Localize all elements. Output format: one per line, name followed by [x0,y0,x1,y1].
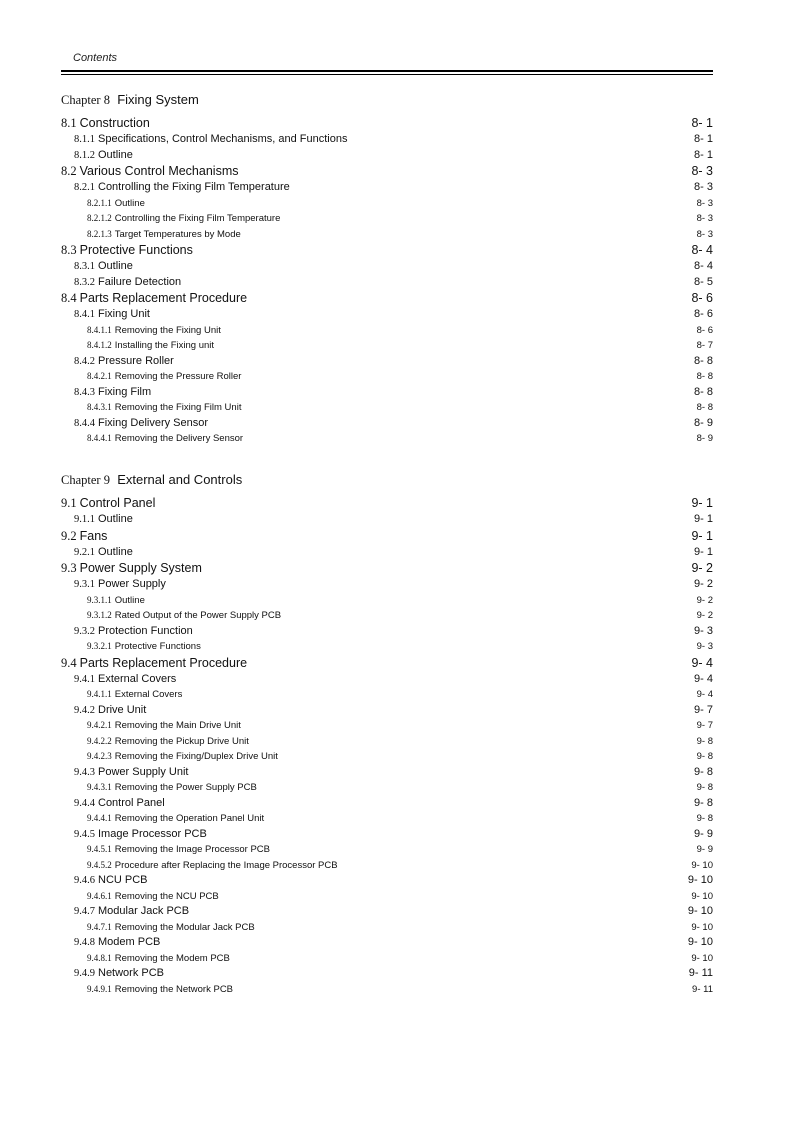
section-title: Removing the Image Processor PCB [114,844,270,855]
section-number: 9.4.4.1 [87,813,112,823]
section-title: Power Supply System [79,561,202,575]
toc-entry-link[interactable] [61,608,713,624]
toc-entry-link[interactable] [61,275,713,291]
section-number: 9.2 [61,528,77,543]
toc-entry-link[interactable] [61,560,713,577]
page-number: 9- 7 [696,720,713,731]
toc-entry-link[interactable] [61,354,713,370]
chapter-number: Chapter 9 [61,473,110,487]
toc-entry-link[interactable] [61,703,713,719]
section-title: Drive Unit [98,703,147,716]
toc-entry-list [61,115,713,447]
section-number: 9.4.6 [74,875,95,886]
section-number: 9.1 [61,496,77,510]
page-number: 9- 11 [692,983,713,995]
section-number: 8.4.3.1 [87,402,112,412]
section-number: 9.2.1 [74,546,95,558]
section-title: Protective Functions [79,243,193,257]
section-number: 9.3.2.1 [87,641,112,651]
chapter-8-section [61,89,713,447]
section-number: 8.4.1.2 [87,340,112,350]
toc-entry-link[interactable] [61,749,713,765]
toc-entry-link[interactable] [61,431,713,447]
page-number: 8- 9 [694,416,713,429]
page-number: 9- 2 [694,578,713,590]
page-number: 9- 8 [694,796,713,809]
section-title: Various Control Mechanisms [79,164,239,178]
section-number: 8.3.2 [74,276,95,288]
toc-entry-link[interactable] [61,211,713,227]
section-number: 8.4 [61,291,77,305]
page-number: 9- 3 [694,624,713,637]
section-number: 9.4.6.1 [87,890,112,901]
header-rule-thick [61,70,713,72]
section-title: Removing the Main Drive Unit [114,720,241,731]
section-number: 9.4.5.2 [87,859,112,870]
toc-entry-link[interactable] [61,115,713,132]
section-number: 8.4.2 [74,355,95,367]
section-number: 9.4.5 [74,828,95,840]
page-number: 9- 10 [687,905,713,917]
page-number: 8- 8 [696,402,713,413]
section-number: 9.1.1 [74,514,95,525]
toc-entry-link[interactable] [61,687,713,703]
running-header: Contents [73,52,118,64]
toc-entry-link[interactable] [61,369,713,385]
toc-entry-link[interactable] [61,920,713,936]
section-title: Network PCB [98,967,165,979]
toc-entry-link[interactable] [61,951,713,967]
section-title: Fans [79,528,108,543]
page-number: 9- 10 [691,921,713,933]
section-number: 8.4.4 [74,417,95,429]
chapter-title: External and Controls [117,472,243,487]
section-title: Protection Function [98,624,193,637]
section-title: Removing the Network PCB [114,983,234,995]
section-number: 8.3.1 [74,261,95,272]
page-number: 9- 4 [696,689,713,700]
toc-entry-link[interactable] [61,259,713,275]
toc-entry-link[interactable] [61,400,713,416]
section-number: 8.4.1 [74,309,95,320]
toc-entry-link[interactable] [61,904,713,920]
section-number: 8.2.1.2 [87,213,112,223]
toc-entry-link[interactable] [61,242,713,259]
toc-entry-link[interactable] [61,935,713,951]
page-number: 8- 3 [691,164,713,178]
section-title: Failure Detection [98,275,182,288]
section-number: 9.4.1 [74,673,95,685]
page-number: 8- 1 [694,133,713,145]
page-number: 8- 6 [691,291,713,305]
section-number: 9.3 [61,561,77,575]
section-number: 8.2 [61,164,77,178]
toc-entry-link[interactable] [61,624,713,640]
page-number: 9- 7 [694,703,713,716]
toc-entry-link[interactable] [61,734,713,750]
toc-entry-link[interactable] [61,196,713,212]
section-title: Parts Replacement Procedure [79,655,248,670]
page-number: 9- 1 [694,513,713,525]
section-title: Pressure Roller [98,354,174,367]
toc-entry-link[interactable] [61,765,713,781]
section-title: Outline [98,260,133,272]
section-title: Power Supply Unit [98,765,189,778]
page-number: 9- 4 [691,655,713,670]
section-title: Control Panel [98,796,165,809]
section-number: 8.3 [61,243,77,257]
page-number: 9- 3 [696,641,713,652]
page-number: 9- 10 [691,890,713,902]
toc-entry-link[interactable] [61,811,713,827]
toc-entry-link[interactable] [61,545,713,561]
toc-entry-link[interactable] [61,780,713,796]
section-title: Removing the Fixing Film Unit [114,402,242,413]
section-title: Removing the NCU PCB [114,890,219,902]
page-number: 9- 8 [696,735,713,747]
page-number: 9- 11 [688,967,713,979]
section-title: Outline [98,148,133,161]
section-title: Removing the Modem PCB [114,952,230,964]
section-number: 8.1 [61,116,77,130]
toc-entry-link[interactable] [61,672,713,688]
section-title: Outline [98,545,133,558]
section-number: 9.4.9.1 [87,983,112,994]
section-number: 8.4.2.1 [87,371,112,381]
toc-entry-link[interactable] [61,858,713,874]
toc-entry-link[interactable] [61,323,713,339]
section-number: 9.4 [61,655,77,670]
section-number: 8.4.4.1 [87,433,112,443]
section-title: Modem PCB [98,936,161,948]
section-number: 9.4.2.3 [87,751,112,761]
section-title: Removing the Delivery Sensor [114,433,244,444]
page-number: 8- 4 [694,260,713,272]
section-number: 8.4.3 [74,386,95,398]
section-number: 9.4.7.1 [87,921,112,932]
section-title: Controlling the Fixing Film Temperature [98,181,290,193]
toc-entry-link[interactable] [61,495,713,512]
section-title: Modular Jack PCB [98,905,190,917]
page-number: 9- 8 [696,751,713,762]
section-title: Outline [114,197,145,209]
page-number: 8- 9 [696,433,713,444]
page-number: 8- 6 [694,308,713,320]
section-title: Removing the Fixing/Duplex Drive Unit [114,751,278,762]
page-number: 8- 8 [696,371,713,382]
toc-entry-link[interactable] [61,148,713,164]
toc-entry-link[interactable] [61,982,713,998]
page-number: 9- 10 [687,874,713,886]
page-number: 8- 1 [691,116,713,130]
page-number: 8- 8 [694,385,713,398]
toc-entry-link[interactable] [61,416,713,432]
page-number: 8- 6 [696,324,713,336]
page-number: 9- 8 [696,782,713,793]
page-number: 9- 9 [694,827,713,840]
toc-entry-link[interactable] [61,593,713,609]
section-number: 9.4.2.2 [87,735,112,746]
section-number: 8.1.2 [74,149,95,161]
section-title: External Covers [114,689,183,700]
page-number: 8- 4 [691,243,713,257]
section-number: 9.4.5.1 [87,844,112,854]
section-title: Rated Output of the Power Supply PCB [114,610,282,621]
toc-entry-link[interactable] [61,528,713,545]
section-title: Removing the Modular Jack PCB [114,921,255,933]
toc-entry-link[interactable] [61,385,713,401]
section-title: Control Panel [79,496,156,510]
section-number: 9.4.1.1 [87,689,112,699]
toc-entry-link[interactable] [61,796,713,812]
section-number: 9.4.3 [74,766,95,778]
section-number: 9.3.1.1 [87,594,112,605]
header-rule-thin [61,74,713,75]
section-number: 9.3.2 [74,625,95,637]
section-number: 8.2.1.1 [87,197,112,208]
toc-entry-link[interactable] [61,827,713,843]
section-number: 9.4.8.1 [87,952,112,963]
page-number: 8- 3 [696,197,713,209]
section-number: 8.4.1.1 [87,324,112,335]
page-number: 9- 2 [691,561,713,575]
section-number: 9.4.9 [74,968,95,979]
page-number: 9- 9 [696,844,713,855]
page-number: 9- 1 [691,528,713,543]
page-number: 9- 10 [691,952,713,964]
section-number: 8.2.1 [74,182,95,193]
section-title: Image Processor PCB [98,827,207,840]
page-number: 8- 3 [696,213,713,224]
section-title: Removing the Operation Panel Unit [114,813,265,824]
toc-entry-link[interactable] [61,290,713,307]
section-title: NCU PCB [98,874,148,886]
page-number: 8- 8 [694,354,713,367]
section-title: Fixing Film [98,385,152,398]
section-number: 8.2.1.3 [87,228,112,239]
page-number: 9- 1 [691,496,713,510]
section-number: 9.3.1 [74,579,95,590]
section-title: Removing the Pressure Roller [114,371,242,382]
section-title: Parts Replacement Procedure [79,291,248,305]
page-number: 8- 3 [694,181,713,193]
page-number: 9- 2 [696,594,713,606]
section-title: Protective Functions [114,641,201,652]
section-title: Controlling the Fixing Film Temperature [114,213,281,224]
section-title: Installing the Fixing unit [114,340,215,351]
chapter-title: Fixing System [117,92,199,107]
section-title: Fixing Delivery Sensor [98,416,209,429]
page-number: 9- 10 [687,936,713,948]
toc-entry-link[interactable] [61,163,713,180]
section-title: Construction [79,116,150,130]
section-title: Outline [98,513,133,525]
section-number: 9.4.2 [74,704,95,716]
section-title: Fixing Unit [98,308,150,320]
toc-entry-link[interactable] [61,577,713,593]
section-title: Power Supply [98,578,166,590]
page-number: 9- 10 [691,859,713,871]
page-number: 9- 8 [694,765,713,778]
section-title: Procedure after Replacing the Image Processor PCB [114,859,338,871]
section-number: 9.3.1.2 [87,610,112,620]
chapter-number: Chapter 8 [61,93,110,107]
toc-entry-link[interactable] [61,180,713,196]
chapter-9-section [61,469,713,997]
page-number: 9- 4 [694,672,713,685]
toc-entry-link[interactable] [61,512,713,528]
section-title: Specifications, Control Mechanisms, and Functions [98,133,348,145]
section-number: 9.4.4 [74,797,95,809]
page-number: 9- 2 [696,610,713,621]
section-number: 9.4.2.1 [87,720,112,730]
chapter-heading [61,469,713,491]
page-number: 9- 1 [694,545,713,558]
toc-entry-link[interactable] [61,338,713,354]
toc-entry-link[interactable] [61,307,713,323]
toc-entry-link[interactable] [61,639,713,655]
section-title: Removing the Fixing Unit [114,324,221,336]
section-number: 9.4.8 [74,937,95,948]
section-number: 9.4.3.1 [87,782,112,792]
section-number: 9.4.7 [74,906,95,917]
section-number: 8.1.1 [74,134,95,145]
section-title: Removing the Pickup Drive Unit [114,735,249,747]
page-number: 8- 7 [696,340,713,351]
page-number: 8- 1 [694,148,713,161]
page-number: 8- 5 [694,275,713,288]
chapter-heading [61,89,713,111]
toc-entry-link[interactable] [61,227,713,243]
toc-entry-link[interactable] [61,718,713,734]
toc-entry-link[interactable] [61,873,713,889]
toc-entry-list [61,495,713,997]
page-number: 9- 8 [696,813,713,824]
toc-entry-link[interactable] [61,842,713,858]
toc-entry-link[interactable] [61,966,713,982]
section-title: Outline [114,594,145,606]
section-title: External Covers [98,672,177,685]
toc-entry-link[interactable] [61,889,713,905]
section-title: Target Temperatures by Mode [114,228,241,240]
section-title: Removing the Power Supply PCB [114,782,257,793]
page-number: 8- 3 [696,228,713,240]
toc-entry-link[interactable] [61,132,713,148]
toc-entry-link[interactable] [61,655,713,672]
